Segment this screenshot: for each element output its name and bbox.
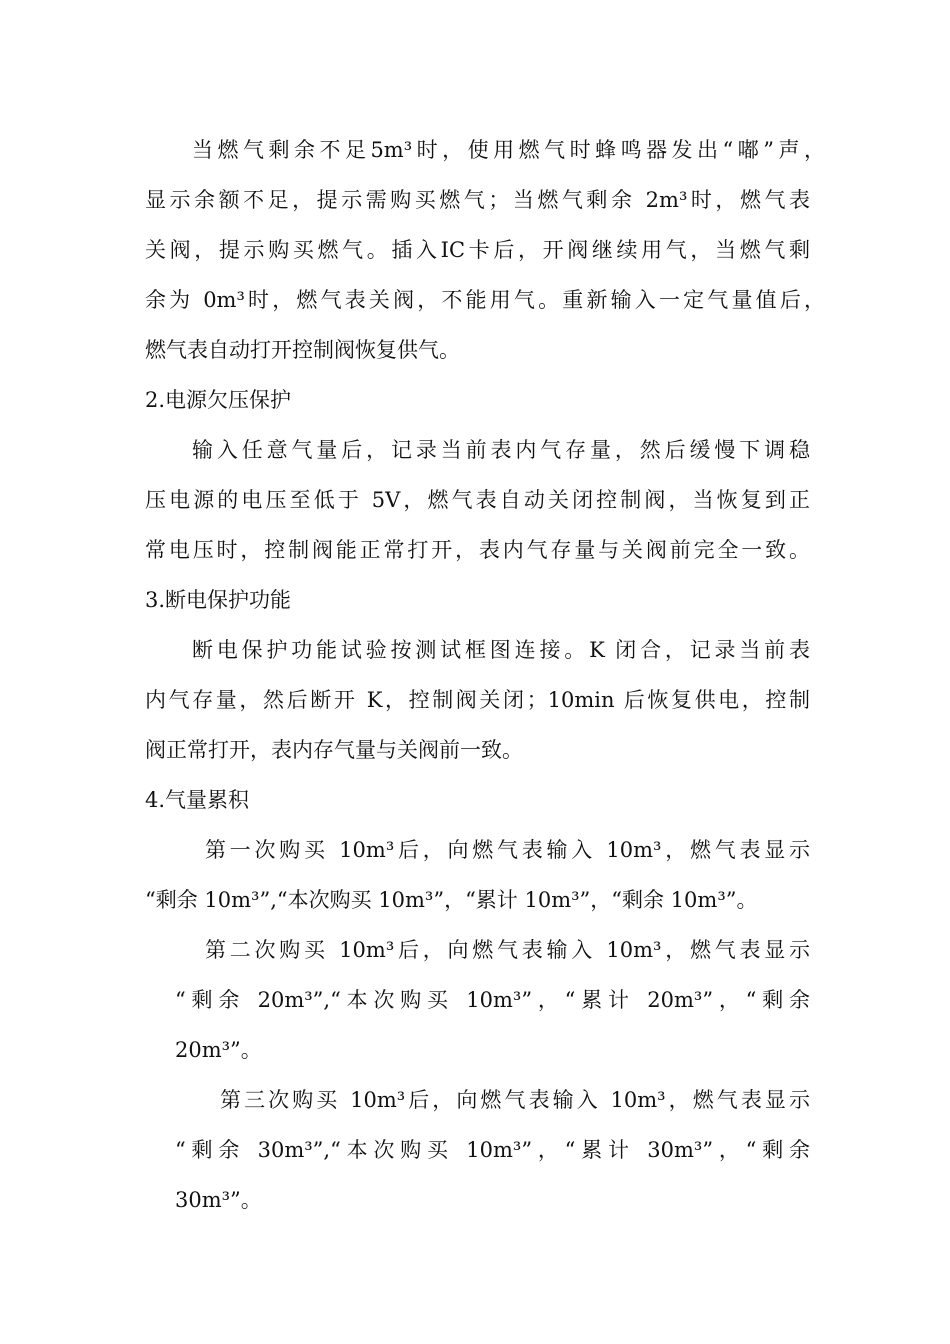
paragraph-line: 30m³”。 [175, 1188, 262, 1212]
paragraph-line: 显示余额不足，提示需购买燃气；当燃气剩余 2m³时，燃气表 [145, 188, 810, 212]
paragraph-line: 余为 0m³时，燃气表关阀，不能用气。重新输入一定气量值后， [145, 288, 825, 312]
section-heading: 4.气量累积 [145, 788, 250, 812]
paragraph-line: 阀正常打开，表内存气量与关阀前一致。 [145, 738, 523, 762]
paragraph-line: 常电压时，控制阀能正常打开，表内气存量与关阀前完全一致。 [145, 538, 810, 562]
paragraph-line: 第一次购买 10m³后，向燃气表输入 10m³，燃气表显示 [205, 838, 810, 862]
paragraph-line: 燃气表自动打开控制阀恢复供气。 [145, 338, 460, 362]
paragraph-line: “剩余 10m³”,“本次购买 10m³”，“累计 10m³”，“剩余 10m³”。 [145, 888, 758, 912]
paragraph-line: 压电源的电压至低于 5V，燃气表自动关闭控制阀，当恢复到正 [145, 488, 810, 512]
paragraph-line: 关阀，提示购买燃气。插入IC卡后，开阀继续用气，当燃气剩 [145, 238, 810, 262]
paragraph-line: 内气存量，然后断开 K，控制阀关闭；10min 后恢复供电，控制 [145, 688, 810, 712]
paragraph-line: 第二次购买 10m³后，向燃气表输入 10m³，燃气表显示 [205, 938, 810, 962]
paragraph-line: “剩余 20m³”,“本次购买 10m³”，“累计 20m³”，“剩余 [175, 988, 810, 1012]
paragraph-line: 当燃气剩余不足5m³时，使用燃气时蜂鸣器发出“嘟”声， [192, 138, 825, 162]
paragraph-line: 第三次购买 10m³后，向燃气表输入 10m³，燃气表显示 [220, 1088, 810, 1112]
paragraph-line: 20m³”。 [175, 1038, 262, 1062]
paragraph-line: 输入任意气量后，记录当前表内气存量，然后缓慢下调稳 [192, 438, 810, 462]
paragraph-line: “剩余 30m³”,“本次购买 10m³”，“累计 30m³”，“剩余 [175, 1138, 810, 1162]
section-heading: 3.断电保护功能 [145, 588, 292, 612]
paragraph-line: 断电保护功能试验按测试框图连接。K 闭合，记录当前表 [192, 638, 810, 662]
section-heading: 2.电源欠压保护 [145, 388, 292, 412]
